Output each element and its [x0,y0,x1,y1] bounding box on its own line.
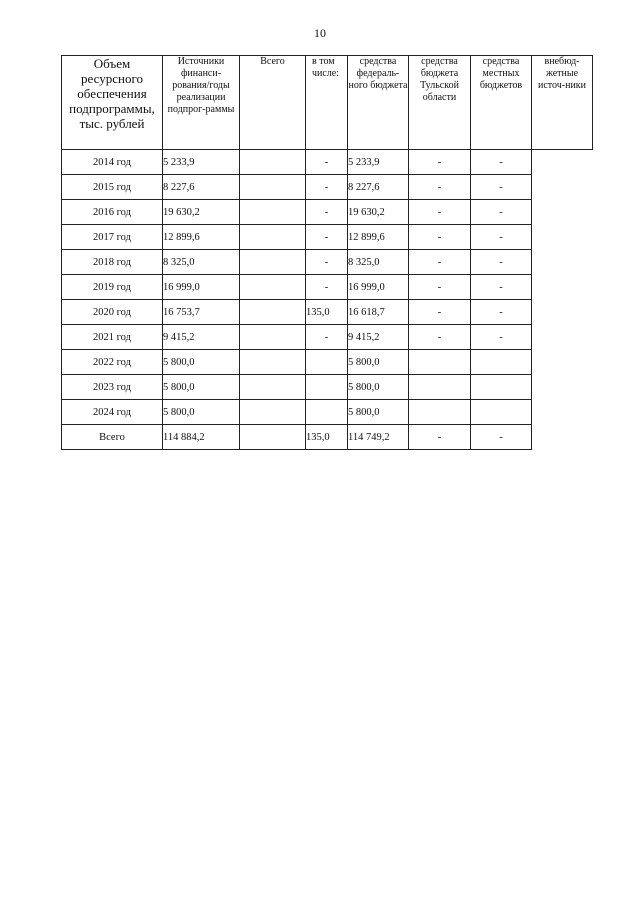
year-cell: 2022 год [62,350,163,375]
local-cell [409,400,471,425]
total-cell: 5 233,9 [163,150,240,175]
in-total-cell [240,175,306,200]
regional-cell: 12 899,6 [348,225,409,250]
table-row [62,325,593,350]
year-cell: 2015 год [62,175,163,200]
extrabudget-cell: - [471,150,532,175]
local-cell: - [409,150,471,175]
local-cell: - [409,250,471,275]
federal-cell [306,350,348,375]
in-total-cell [240,150,306,175]
table-row [62,375,593,400]
table-row [62,250,593,275]
total-cell: 114 884,2 [163,425,240,450]
federal-cell: - [306,275,348,300]
federal-cell [306,375,348,400]
regional-cell: 9 415,2 [348,325,409,350]
extrabudget-cell: - [471,200,532,225]
regional-cell: 16 999,0 [348,275,409,300]
extrabudget-cell: - [471,325,532,350]
extrabudget-cell [471,400,532,425]
regional-cell: 8 325,0 [348,250,409,275]
year-cell: 2014 год [62,150,163,175]
table-row [62,400,593,425]
header-regional: средства бюджета Тульской области [409,56,471,150]
extrabudget-cell: - [471,275,532,300]
in-total-cell [240,375,306,400]
header-in-total: в том числе: [306,56,348,150]
funding-table [61,55,593,450]
table-row [62,275,593,300]
year-cell: 2021 год [62,325,163,350]
federal-cell: 135,0 [306,300,348,325]
regional-cell: 5 800,0 [348,400,409,425]
regional-cell: 19 630,2 [348,200,409,225]
total-cell: 12 899,6 [163,225,240,250]
federal-cell: 135,0 [306,425,348,450]
header-sources: Источники финанси-рования/годы реализации подпрог-раммы [163,56,240,150]
regional-cell: 5 800,0 [348,375,409,400]
in-total-cell [240,400,306,425]
year-cell: 2020 год [62,300,163,325]
extrabudget-cell: - [471,250,532,275]
local-cell [409,375,471,400]
regional-cell: 16 618,7 [348,300,409,325]
total-cell: 5 800,0 [163,400,240,425]
federal-cell: - [306,150,348,175]
federal-cell: - [306,175,348,200]
year-cell: 2023 год [62,375,163,400]
year-cell: 2024 год [62,400,163,425]
year-cell: 2016 год [62,200,163,225]
header-extrabudget: внебюд-жетные источ-ники [532,56,593,150]
header-federal: средства федераль-ного бюджета [348,56,409,150]
extrabudget-cell: - [471,225,532,250]
in-total-cell [240,275,306,300]
year-cell: 2019 год [62,275,163,300]
table-row [62,225,593,250]
header-total: Всего [240,56,306,150]
local-cell: - [409,275,471,300]
in-total-cell [240,300,306,325]
local-cell: - [409,175,471,200]
table-row [62,350,593,375]
federal-cell: - [306,325,348,350]
local-cell: - [409,425,471,450]
regional-cell: 5 233,9 [348,150,409,175]
extrabudget-cell [471,350,532,375]
extrabudget-cell: - [471,300,532,325]
table-row [62,150,593,175]
header-local: средства местных бюджетов [471,56,532,150]
extrabudget-cell: - [471,425,532,450]
total-cell: 16 753,7 [163,300,240,325]
in-total-cell [240,425,306,450]
total-cell: 16 999,0 [163,275,240,300]
year-cell: Всего [62,425,163,450]
total-cell: 8 227,6 [163,175,240,200]
total-cell: 5 800,0 [163,375,240,400]
subject-label-cell [62,56,163,150]
local-cell [409,350,471,375]
table-row [62,425,593,450]
local-cell: - [409,225,471,250]
table-row [62,200,593,225]
table-row [62,300,593,325]
federal-cell: - [306,225,348,250]
local-cell: - [409,300,471,325]
regional-cell: 5 800,0 [348,350,409,375]
in-total-cell [240,250,306,275]
table-row [62,175,593,200]
year-cell: 2017 год [62,225,163,250]
federal-cell: - [306,250,348,275]
in-total-cell [240,200,306,225]
total-cell: 19 630,2 [163,200,240,225]
extrabudget-cell [471,375,532,400]
regional-cell: 8 227,6 [348,175,409,200]
header-row [62,56,593,150]
regional-cell: 114 749,2 [348,425,409,450]
total-cell: 5 800,0 [163,350,240,375]
in-total-cell [240,350,306,375]
total-cell: 9 415,2 [163,325,240,350]
local-cell: - [409,325,471,350]
extrabudget-cell: - [471,175,532,200]
in-total-cell [240,325,306,350]
federal-cell [306,400,348,425]
page-number: 10 [314,26,326,40]
local-cell: - [409,200,471,225]
in-total-cell [240,225,306,250]
year-cell: 2018 год [62,250,163,275]
subject-label: Объем ресурсного обеспечения подпрограммы, тыс. рублей [69,56,155,131]
total-cell: 8 325,0 [163,250,240,275]
federal-cell: - [306,200,348,225]
